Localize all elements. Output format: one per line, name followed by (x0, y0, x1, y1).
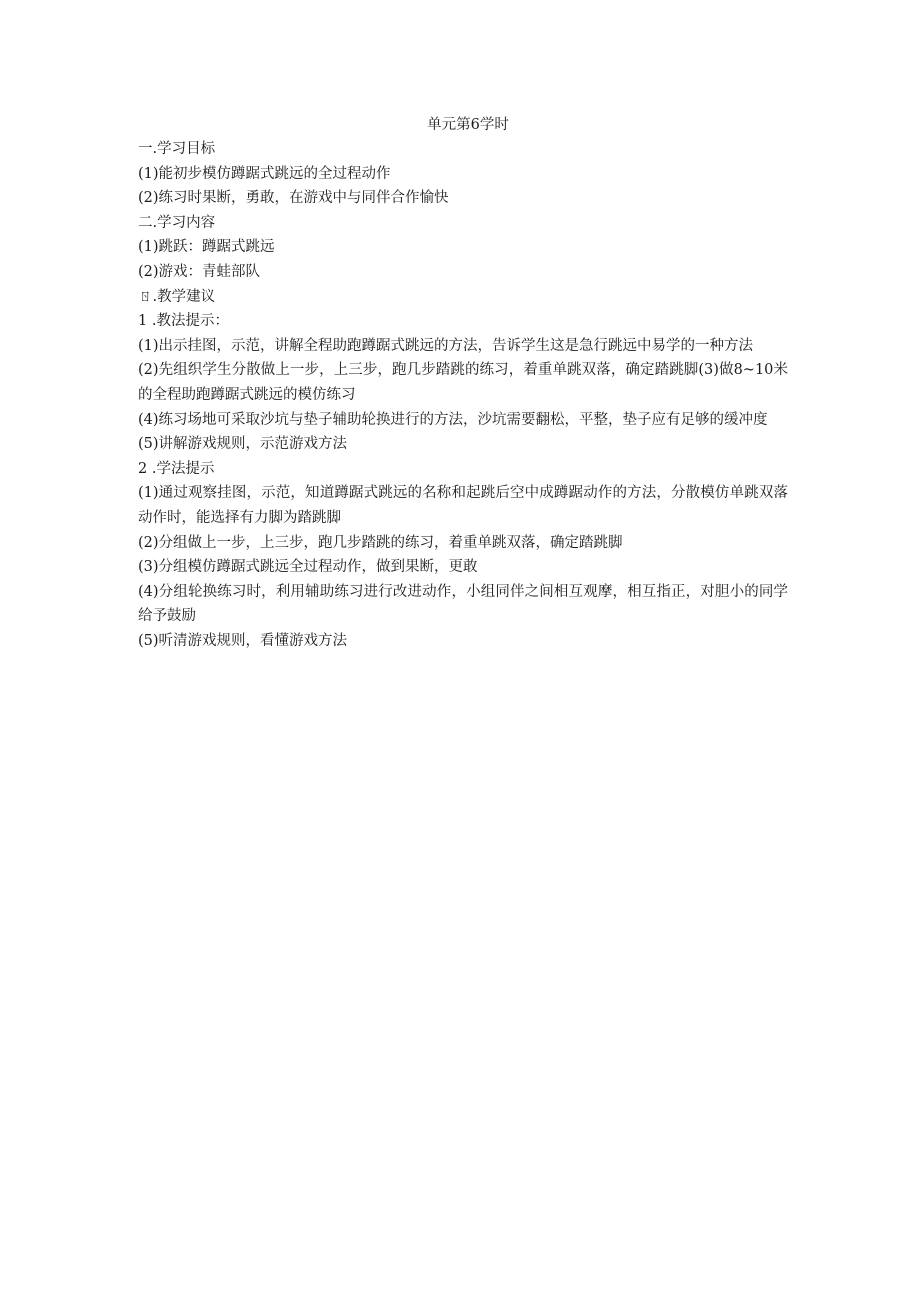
learning-tip-1: (1)通过观察挂图，示范，知道蹲踞式跳远的名称和起跳后空中成蹲踞动作的方法，分散模仿单跳双落动作时，能选择有力脚为踏跳脚 (138, 485, 788, 526)
content-item-1: (1)跳跃：蹲踞式跳远 (138, 239, 275, 256)
teaching-tip-1: (1)出示挂图，示范，讲解全程助跑蹲踞式跳远的方法，告诉学生这是急行跳远中易学的一种方法 (138, 337, 754, 354)
learning-tip-2: (2)分组做上一步，上三步，跑几步踏跳的练习，着重单跳双落，确定踏跳脚 (138, 534, 623, 551)
goal-item-2: (2)练习时果断，勇敢，在游戏中与同伴合作愉快 (138, 190, 449, 207)
learning-tip-3: (3)分组模仿蹲踞式跳远全过程动作，做到果断，更敢 (138, 559, 478, 576)
teaching-tip-4: (4)练习场地可采取沙坑与垫子辅助轮换进行的方法，沙坑需要翻松，平整，垫子应有足够的缓冲度 (138, 411, 768, 428)
teaching-tip-2: (2)先组织学生分散做上一步，上三步，跑几步踏跳的练习，着重单跳双落，确定踏跳脚(3)做8~10米的全程助跑蹲踞式跳远的模仿练习 (138, 362, 788, 403)
section-heading-goals: 一.学习目标 (138, 141, 216, 157)
document-page (138, 113, 788, 653)
teaching-tip-5: (5)讲解游戏规则，示范游戏方法 (138, 436, 348, 453)
learning-tip-4: (4)分组轮换练习时，利用辅助练习进行改进动作，小组同伴之间相互观摩，相互指正，对胆小的同学给予鼓励 (138, 583, 788, 625)
subheading-learning-tips: 2 .学法提示 (138, 460, 215, 477)
goal-item-1: (1)能初步模仿蹲踞式跳远的全过程动作 (138, 165, 391, 182)
section-heading-suggestions: ㄖ.教学建议 (138, 288, 216, 305)
subheading-teaching-tips: 1 .教法提示： (138, 313, 229, 330)
section-heading-content: 二.学习内容 (138, 214, 216, 231)
learning-tip-5: (5)听清游戏规则，看懂游戏方法 (138, 632, 348, 649)
content-item-2: (2)游戏：青蛙部队 (138, 263, 261, 280)
page-title: 单元第6学时 (427, 117, 509, 133)
